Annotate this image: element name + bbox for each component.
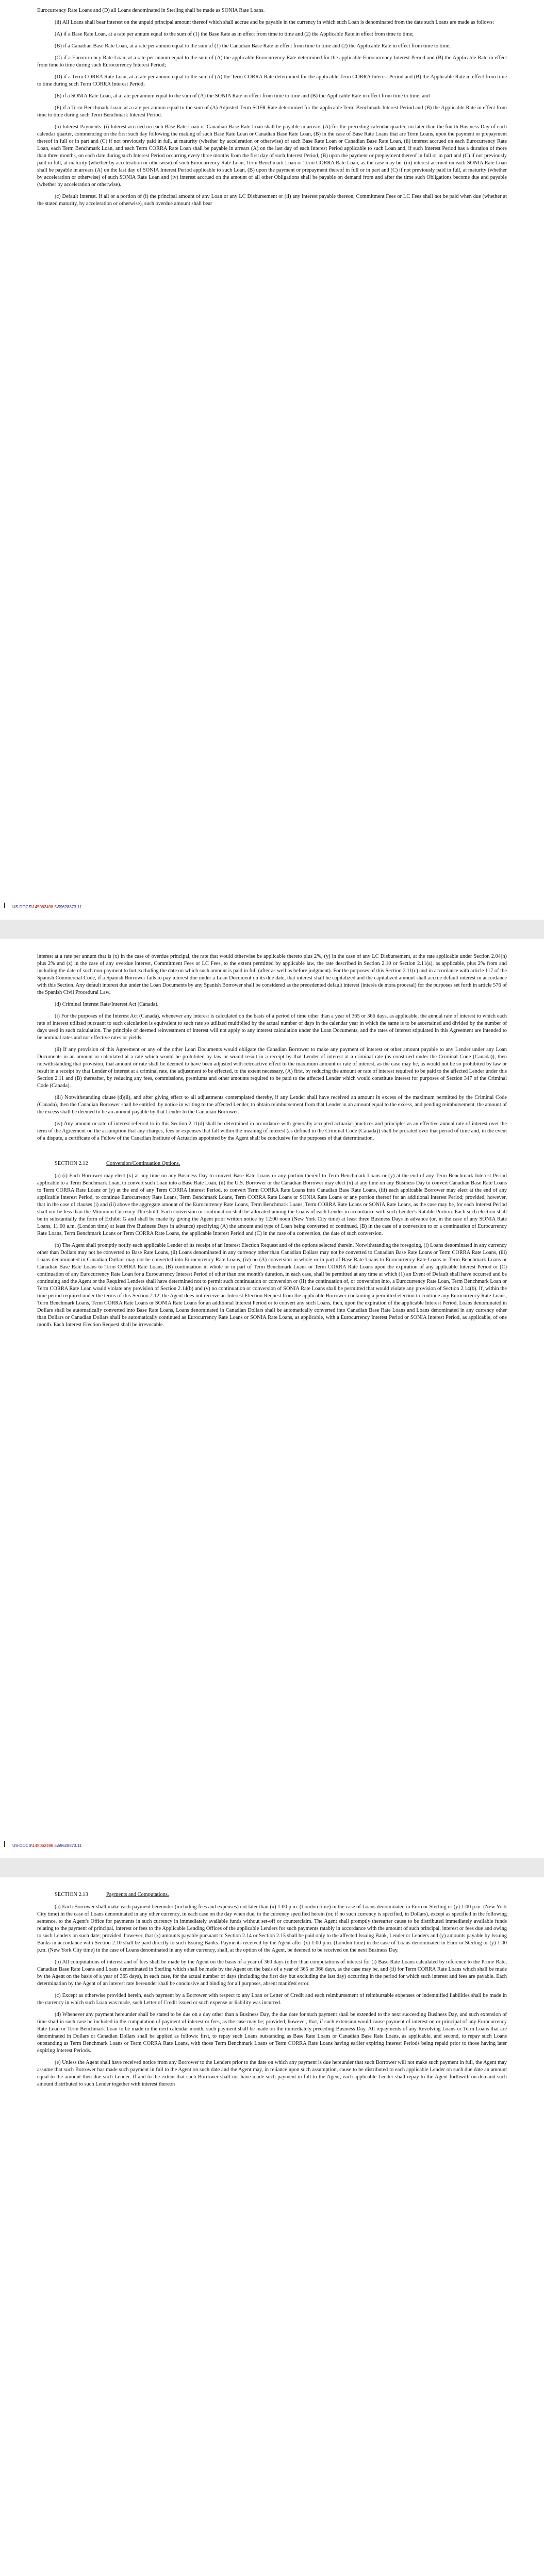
paragraph: (B) if a Canadian Base Rate Loan, at a rate per annum equal to the sum of (1) the Canadian Base Rate in effect from time to time and (2) the Applicable Rate in effect from time to time; [55, 43, 451, 49]
page-footer [12, 1843, 81, 1848]
paragraph: (b) All computations of interest and of fees shall be made by the Agent on the basis of a year of 360 days (other than computations of interest for (i) Base Rate Loans calculated by reference to the Prime Rate, Canadian Base Rate Loans and Loans denominated in Sterling which shall be made by the Agent on the basis of a year of 365 or 366 days, as the case may be, and (ii) for Term CORRA Rate Loans which shall be made by the Agent on the basis of a year of 365 days), in each case, for the actual number of days (including the first day but excluding the last day) occurring in the period for which such interest and fees are payable. Each determination by the Agent of an interest rate hereunder shall be conclusive and binding for all purposes, absent manifest error. [37, 1959, 507, 1987]
paragraph: (ii) All Loans shall bear interest on the unpaid principal amount thereof which shall accrue and be payable in the currency in which such Loan is denominated from the date such Loans are made as follows: [55, 20, 494, 25]
page-footer [12, 905, 81, 909]
paragraph: (A) if a Base Rate Loan, at a rate per annum equal to the sum of (1) the Base Rate as in effect from time to time and (2) the Applicable Rate in effect from time to time; [55, 31, 414, 37]
paragraph: (d) Criminal Interest Rate/Interest Act (Canada). [55, 1002, 159, 1007]
paragraph: (E) if a SONIA Rate Loan, at a rate per annum equal to the sum of (A) the SONIA Rate in effect from time to time and (B) the Applicable Rate in effect from time to time; and [55, 93, 430, 99]
paragraph: (iv) Any amount or rate of interest referred to in this Section 2.11(d) shall be determined in accordance with generally accepted actuarial practices and principles as an effective annual rate of interest over the term of the Agreement on the assumption that any charges, fees or expenses that fall within the meaning of interest (as defined in the Criminal Code (Canada)) shall be prorated over that period of time and, in the event of a dispute, a certificate of a Fellow of the Canadian Institute of Actuaries appointed by the Agent shall be conclusive for the purposes of that determination. [37, 1121, 507, 1141]
footer-doc-number: 145062498.5 [32, 905, 57, 909]
section-heading [37, 1892, 507, 1897]
footer-doc-number: 145062498.5 [32, 1843, 57, 1848]
paragraph: (b) The Agent shall promptly notify each applicable Lender of its receipt of an Interest Election Request and of the options selected therein. Notwithstanding the foregoing, (i) Loans denominated in any currency other than Dollars may not be converted to Base Rate Loans, (ii) Loans denominated in any currency other than Canadian Dollars may not be converted to Canadian Base Rate Loans or Term CORRA Rate Loans, (iii) Loans denominated in Canadian Dollars may not be converted into Eurocurrency Rate Loans, (iv) no (A) conversion in whole or in part of Base Rate Loans to Eurocurrency Rate Loans or Term Benchmark Loans or Canadian Base Rate Loans to Term CORRA Rate Loans, (B) continuation in whole or in part of Term Benchmark Loans or Term CORRA Rate Loans upon the expiration of any applicable Interest Period or (C) continuation of any Eurocurrency Rate Loan for a Eurocurrency Interest Period of other than one month's duration, in each case, shall be permitted at any time at which (1) an Event of Default shall have occurred and be continuing and the Agent or the Required Lenders shall have determined not to permit such continuation or conversion or (II) the continuation of, or conversion into, a Eurocurrency Rate Loan, Term Benchmark Loan or Term CORRA Rate Loan would violate any provision of Section 2.14(b) and (v) no continuation or conversion of SONIA Rate Loans shall be permitted that would violate any provision of Section 2.14(b). If, within the time period required under the terms of this Section 2.12, the Agent does not receive an Interest Election Request from the applicable Borrower containing a permitted election to continue any Eurocurrency Rate Loans, Term Benchmark Loans, Term CORRA Rate Loans or SONIA Rate Loans for an additional Interest Period or to convert any such Loans, then, upon the expiration of the applicable Interest Period, Loans denominated in Dollars shall be automatically converted into Base Rate Loans, Loans denominated in Canadian Dollars shall be automatically converted into Canadian Base Rate Loans and Loans denominated in any currency other than Dollars or Canadian Dollars shall be automatically continued as Eurocurrency Rate Loans or SONIA Rate Loans, as applicable, with a Eurocurrency Interest Period or SONIA Interest Period, as applicable, of one month. Each Interest Election Request shall be irrevocable. [37, 1243, 507, 1328]
paragraph: (D) if a Term CORRA Rate Loan, at a rate per annum equal to the sum of (A) the Term CORRA Rate determined for the applicable Term CORRA Interest Period and (B) the Applicable Rate in effect from time to time during such Term CORRA Interest Period; [37, 74, 507, 87]
section-number: SECTION 2.12 [55, 1161, 88, 1166]
paragraph: (iii) Notwithstanding clause (d)(ii), and after giving effect to all adjustments contemplated thereby, if any Lender shall have received an amount in excess of the maximum permitted by the Criminal Code (Canada), then the Canadian Borrower shall be entitled, by notice in writing to the affected Lender, to obtain reimbursement from that Lender in an amount equal to the excess, and pending reimbursement, the amount of the excess shall be deemed to be an amount payable by that Lender to the Canadian Borrower. [37, 1095, 507, 1115]
footer-prefix: US-DOCS\ [12, 905, 33, 909]
paragraph: (b) Interest Payments. (i) Interest accrued on each Base Rate Loan or Canadian Base Rate Loan shall be payable in arrears (A) for the preceding calendar quarter, no later than the fourth Business Day of each calendar quarter, commencing on the first such day following the making of such Base Rate Loan or Canadian Base Rate Loan, (B) in the case of Base Rate Loans that are Term Loans, upon the payment or prepayment thereof in full or in part and (C) if not previously paid in full, at maturity (whether by acceleration or otherwise) of such Base Rate Loan or Canadian Base Rate Loan, (ii) interest accrued on each Eurocurrency Rate Loan, each Term Benchmark Loan, and each Term CORRA Rate Loan shall be payable in arrears (A) on the last day of each Interest Period applicable to such Loan and, if such Interest Period has a duration of more than three months, on each date during such Interest Period occurring every three months from the first day of such Interest Period, (B) upon the payment or prepayment thereof in full or in part and (C) if not previously paid in full, at maturity (whether by acceleration or otherwise) of such Eurocurrency Rate Loan, Term Benchmark Loan or Term CORRA Rate Loan, as the case may be, (iii) interest accrued on each SONIA Rate Loan shall be payable in arrears (A) on the last day of SONIA Interest Period applicable to such Loan, (B) upon the payment or prepayment thereof in full or in part and (C) if not previously paid in full, at maturity (whether by acceleration or otherwise) of such SONIA Rate Loan and (iv) interest accrued on the amount of all other Obligations shall be payable on demand from and after the time such Obligations become due and payable (whether by acceleration or otherwise). [37, 124, 507, 188]
document-page-3 [0, 1877, 544, 2576]
paragraph: (d) Whenever any payment hereunder shall be stated to be due on a day other than a Business Day, the due date for such payment shall be extended to the next succeeding Business Day, and such extension of time shall in such case be included in the computation of payment of interest or fees, as the case may be; provided, however, that, if such extension would cause payment of interest on or principal of any Eurocurrency Rate Loan or Term Benchmark Loan to be made in the next calendar month, such payment shall be made on the immediately preceding Business Day. All repayments of any Revolving Loans or Term Loans that are denominated in Dollars or Canadian Dollars shall be applied as follows: first, to repay such Loans outstanding as Base Rate Loans or Canadian Base Rate Loans, as applicable, and second, to repay such Loans outstanding as Term Benchmark Loans or Term CORRA Rate Loans, with those Term Benchmark Loans or Term CORRA Rate Loans having earlier expiring Interest Periods being repaid prior to those having later expiring Interest Periods. [37, 2012, 507, 2054]
footer-prefix: US-DOCS\ [12, 1843, 33, 1848]
paragraph: (e) Unless the Agent shall have received notice from any Borrower to the Lenders prior to the date on which any payment is due hereunder that such Borrower will not make such payment in full, the Agent may assume that such Borrower has made such payment in full to the Agent on such date and the Agent may, in reliance upon such assumption, cause to be distributed to each applicable Lender on such due date an amount equal to the amount then due such Lender. If and to the extent that such Borrower shall not have made such payment in full to the Agent, each applicable Lender shall repay to the Agent forthwith on demand such amount distributed to such Lender together with interest thereon [37, 2060, 507, 2087]
paragraph: (c) Default Interest. If all or a portion of (i) the principal amount of any Loan or any LC Disbursement or (ii) any interest payable thereon, Commitment Fees or LC Fees shall not be paid when due (whether at the stated maturity, by acceleration or otherwise), such overdue amount shall bear [37, 194, 507, 207]
section-title: Conversion/Continuation Options. [106, 1161, 180, 1166]
footer-suffix: \59628873.11 [56, 905, 82, 909]
document-page-1 [0, 0, 544, 920]
paragraph: (F) if a Term Benchmark Loan, at a rate per annum equal to the sum of (A) Adjusted Term SOFR Rate determined for the applicable Term Benchmark Interest Period and (B) the Applicable Rate in effect from time to time during such Term Benchmark Interest Period. [37, 105, 507, 118]
document-page-2 [0, 939, 544, 1858]
paragraph: (a) (i) Each Borrower may elect (x) at any time on any Business Day to convert Base Rate Loans or any portion thereof to Term Benchmark Loans or (y) at the end of any Term Benchmark Interest Period applicable to a Term Benchmark Loan, to convert such Loan into a Base Rate Loan, (ii) the U.S. Borrower or the Canadian Borrower may elect (x) at any time on any Business Day to convert Canadian Base Rate Loans to Term CORRA Rate Loans or (y) at the end of any Term CORRA Interest Period, to convert Term CORRA Rate Loans into Canadian Base Rate Loans, (iii) each applicable Borrower may elect at the end of any applicable Interest Period, to continue Eurocurrency Rate Loans, Term Benchmark Loans, Term CORRA Rate Loans or SONIA Rate Loans or any portion thereof for an additional Interest Period; provided, however, that in the case of clauses (i) and (ii) above the aggregate amount of the Eurocurrency Rate Loans, Term Benchmark Loans, Term CORRA Rate Loans or SONIA Rate Loans, as the case may be, for each Interest Period shall not be less than the Minimum Currency Threshold. Each conversion or continuation shall be allocated among the Loans of each Lender in accordance with such Lender's Ratable Portion. Each such election shall be in substantially the form of Exhibit G and shall be made by giving the Agent prior written notice by 12:00 noon (New York City time) at least three Business Days in advance (or, in the case of any SONIA Rate Loans, 11:00 a.m. (London time) at least five Business Days in advance) specifying (A) the amount and type of Loan being converted or continued, (B) in the case of a conversion to or a continuation of Eurocurrency Rate Loans, Term Benchmark Loans or Term CORRA Rate Loans, the applicable Interest Period and (C) in the case of a conversion, the date of such conversion. [37, 1173, 507, 1236]
change-bar-mark [4, 1841, 5, 1847]
footer-suffix: \59628873.11 [56, 1843, 82, 1848]
paragraph: (ii) If any provision of this Agreement or any of the other Loan Documents would obligate the Canadian Borrower to make any payment of interest or other amount payable to any Lender under any Loan Documents in an amount or calculated at a rate which would be prohibited by law or would result in a receipt by that Lender of interest at a criminal rate (as construed under the Criminal Code (Canada)), then notwithstanding that provision, that amount or rate shall be deemed to have been adjusted with retroactive effect to the maximum amount or rate of interest, as the case may be, as would not be so prohibited by law or result in a receipt by that Lender of interest at a criminal rate, the adjustment to be effected, to the extent necessary, (A) first, by reducing the amount or rate of interest required to be paid to the affected Lender under this Section 2.11 and (B) thereafter, by reducing any fees, commissions, premiums and other amounts required to be paid to the affected Lender which would constitute interest for purposes of Section 347 of the Criminal Code (Canada). [37, 1047, 507, 1089]
paragraph: (i) For the purposes of the Interest Act (Canada), whenever any interest is calculated on the basis of a period of time other than a year of 365 or 366 days, as applicable, the annual rate of interest to which each rate of interest utilized pursuant to such calculation is equivalent to such rate so utilized multiplied by the actual number of days in the calendar year in which the same is to be ascertained and divided by the number of days used in such calculation. The principle of deemed reinvestment of interest will not apply to any interest calculation under the Loan Documents, and the rates of interest stipulated in this Agreement are intended to be nominal rates and not effective rates or yields. [37, 1013, 507, 1041]
paragraph: (C) if a Eurocurrency Rate Loan, at a rate per annum equal to the sum of (A) the applicable Eurocurrency Rate determined for the applicable Eurocurrency Interest Period and (B) the Applicable Rate in effect from time to time during such Eurocurrency Interest Period; [37, 55, 507, 68]
section-heading [37, 1161, 507, 1166]
paragraph: Eurocurrency Rate Loans and (D) all Loans denominated in Sterling shall be made as SONIA Rate Loans. [37, 8, 265, 13]
change-bar-mark [4, 903, 5, 908]
paragraph: interest at a rate per annum that is (x) in the case of overdue principal, the rate that would otherwise be applicable thereto plus 2%, (y) in the case of any LC Disbursement, at the rate applicable under Section 2.04(h) plus 2% and (z) in the case of any overdue interest, Commitment Fees or LC Fees, to the extent permitted by applicable law, the rate described in Section 2.10 or Section 2.11(a), as applicable, plus 2% from and including the date of such non-payment to but excluding the date on which such amount is paid in full (after as well as before judgment). For the purposes of this Section 2.11(c) and in accordance with article 117 of the Spanish Commercial Code, if a Spanish Borrower fails to pay interest due under a Loan Document on its due date, that interest shall be capitalized and the capitalized amount shall accrue default interest in accordance with this Section. Any default interest due under the Loan Documents by any Spanish Borrower shall be considered as the precedented default interest (interés de mora procesal) for the purposes set forth in article 576 of the Spanish Civil Procedural Law. [37, 954, 507, 995]
section-title: Payments and Computations. [106, 1892, 169, 1897]
paragraph: (c) Except as otherwise provided herein, each payment by a Borrower with respect to any Loan or Letter of Credit and each reimbursement of reimbursable expenses or indemnified liabilities shall be made in the currency in which such Loan was made, such Letter of Credit issued or such expense or liability was incurred. [37, 1993, 507, 2006]
paragraph: (a) Each Borrower shall make each payment hereunder (including fees and expenses) not later than (x) 1:00 p.m. (London time) in the case of Loans denominated in Euro or Sterling or (y) 1:00 p.m. (New York City time) in the case of Loans denominated in any other currency, in each case on the day when due, in the currency specified herein (or, if no such currency is specified, in Dollars), except as specified in the following sentence, to the Agent's Office for payments in such currency in immediately available funds without set-off or counterclaim. The Agent shall promptly thereafter cause to be distributed immediately available funds relating to the payment of principal, interest or fees to the Applicable Lending Offices of the applicable Lenders for such payments ratably in accordance with the amount of such principal, interest or fees due and owing to such Lenders on such date; provided, however, that (x) amounts payable pursuant to Section 2.14 or Section 2.15 shall be paid only to the affected Issuing Bank, Lender or Lenders and (y) amounts payable by Issuing Banks in accordance with Section 2.10 shall be paid directly to such Issuing Banks. Payments received by the Agent after (x) 1:00 p.m. (London time) in the case of Loans denominated in Euro or Sterling or (y) 1:00 p.m. (New York City time) in the case of Loans denominated in any other currency, shall, at the option of the Agent, be deemed to be received on the next Business Day. [37, 1904, 507, 1953]
section-number: SECTION 2.13 [55, 1892, 88, 1897]
